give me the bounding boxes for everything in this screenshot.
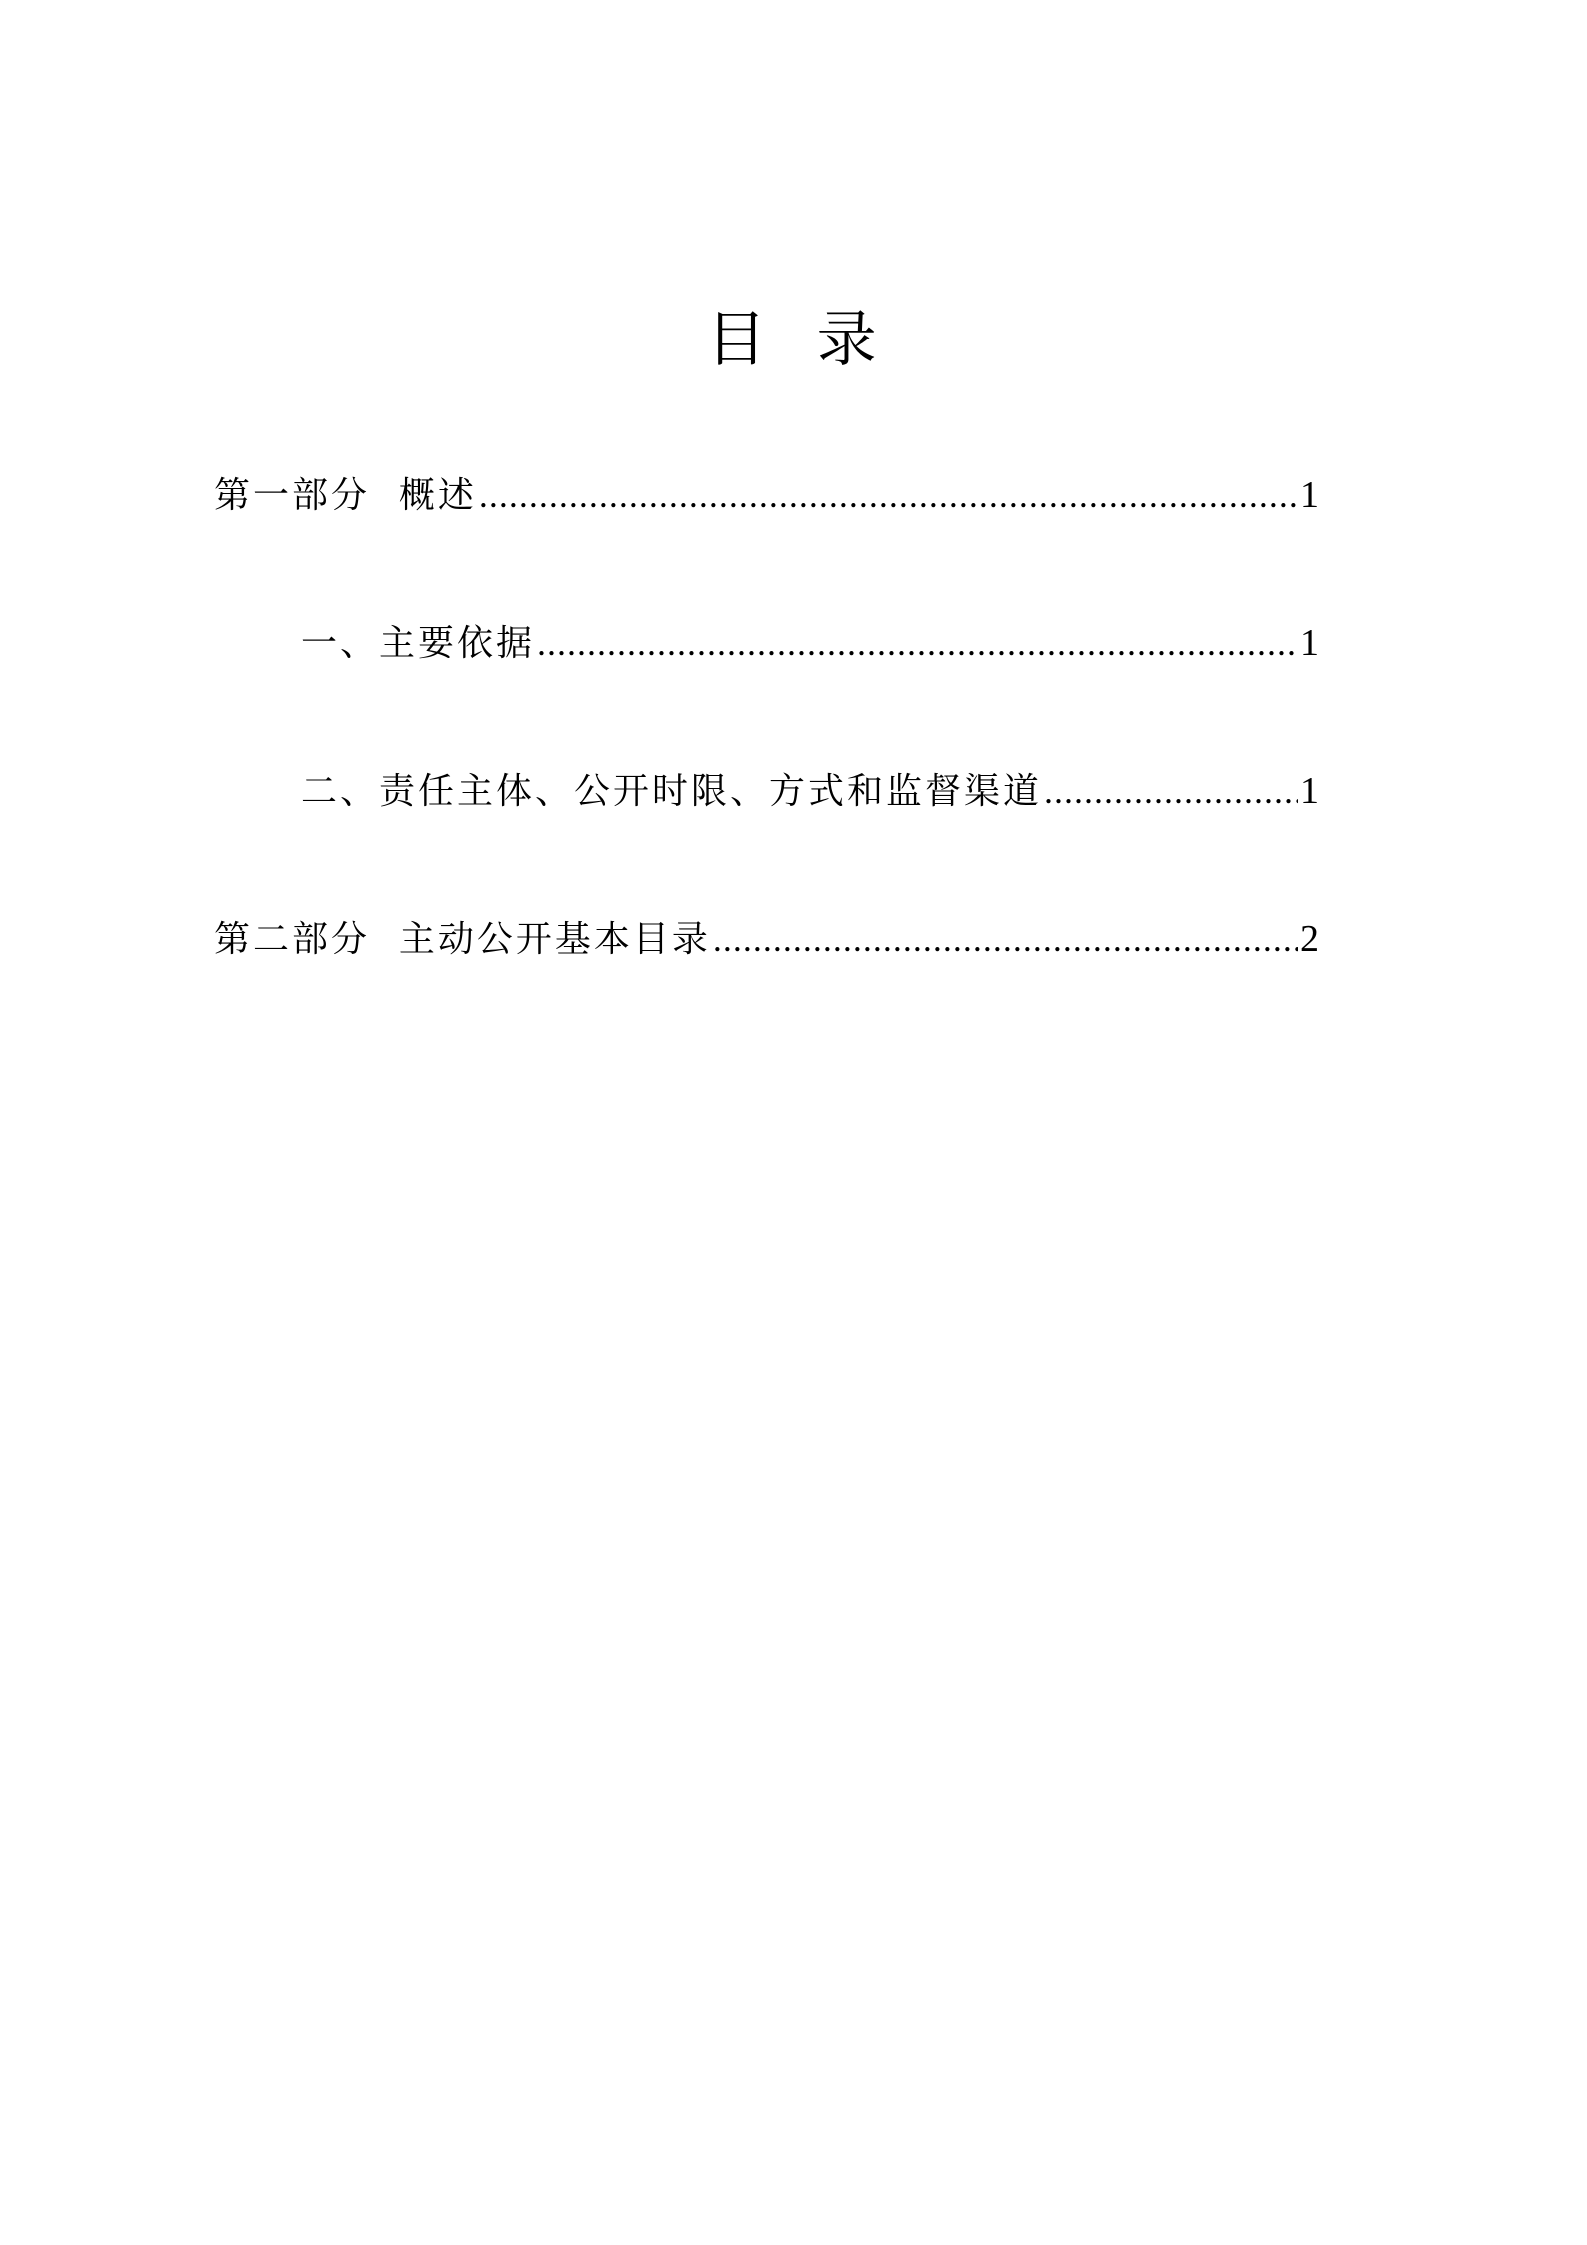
toc-page-number: 1 bbox=[1300, 770, 1319, 812]
toc-entry-label: 二、责任主体、公开时限、方式和监督渠道 bbox=[301, 771, 1043, 812]
toc-page-number: 1 bbox=[1300, 474, 1319, 516]
toc-dot-leader bbox=[537, 618, 1298, 668]
toc-entry bbox=[214, 618, 1319, 766]
toc-entry bbox=[214, 914, 1319, 1062]
toc-entry bbox=[214, 470, 1319, 618]
toc-dot-leader bbox=[1044, 766, 1298, 816]
toc-dot-leader bbox=[713, 914, 1298, 964]
page-title: 目 录 bbox=[706, 305, 881, 375]
toc-entry-label: 一、主要依据 bbox=[301, 623, 536, 664]
toc-page-number: 2 bbox=[1300, 918, 1319, 960]
table-of-contents bbox=[214, 470, 1319, 1062]
toc-entry-label: 第一部分 概述 bbox=[214, 475, 477, 516]
toc-entry bbox=[214, 766, 1319, 914]
toc-page-number: 1 bbox=[1300, 622, 1319, 664]
toc-dot-leader bbox=[479, 470, 1298, 520]
toc-entry-label: 第二部分 主动公开基本目录 bbox=[214, 919, 711, 960]
